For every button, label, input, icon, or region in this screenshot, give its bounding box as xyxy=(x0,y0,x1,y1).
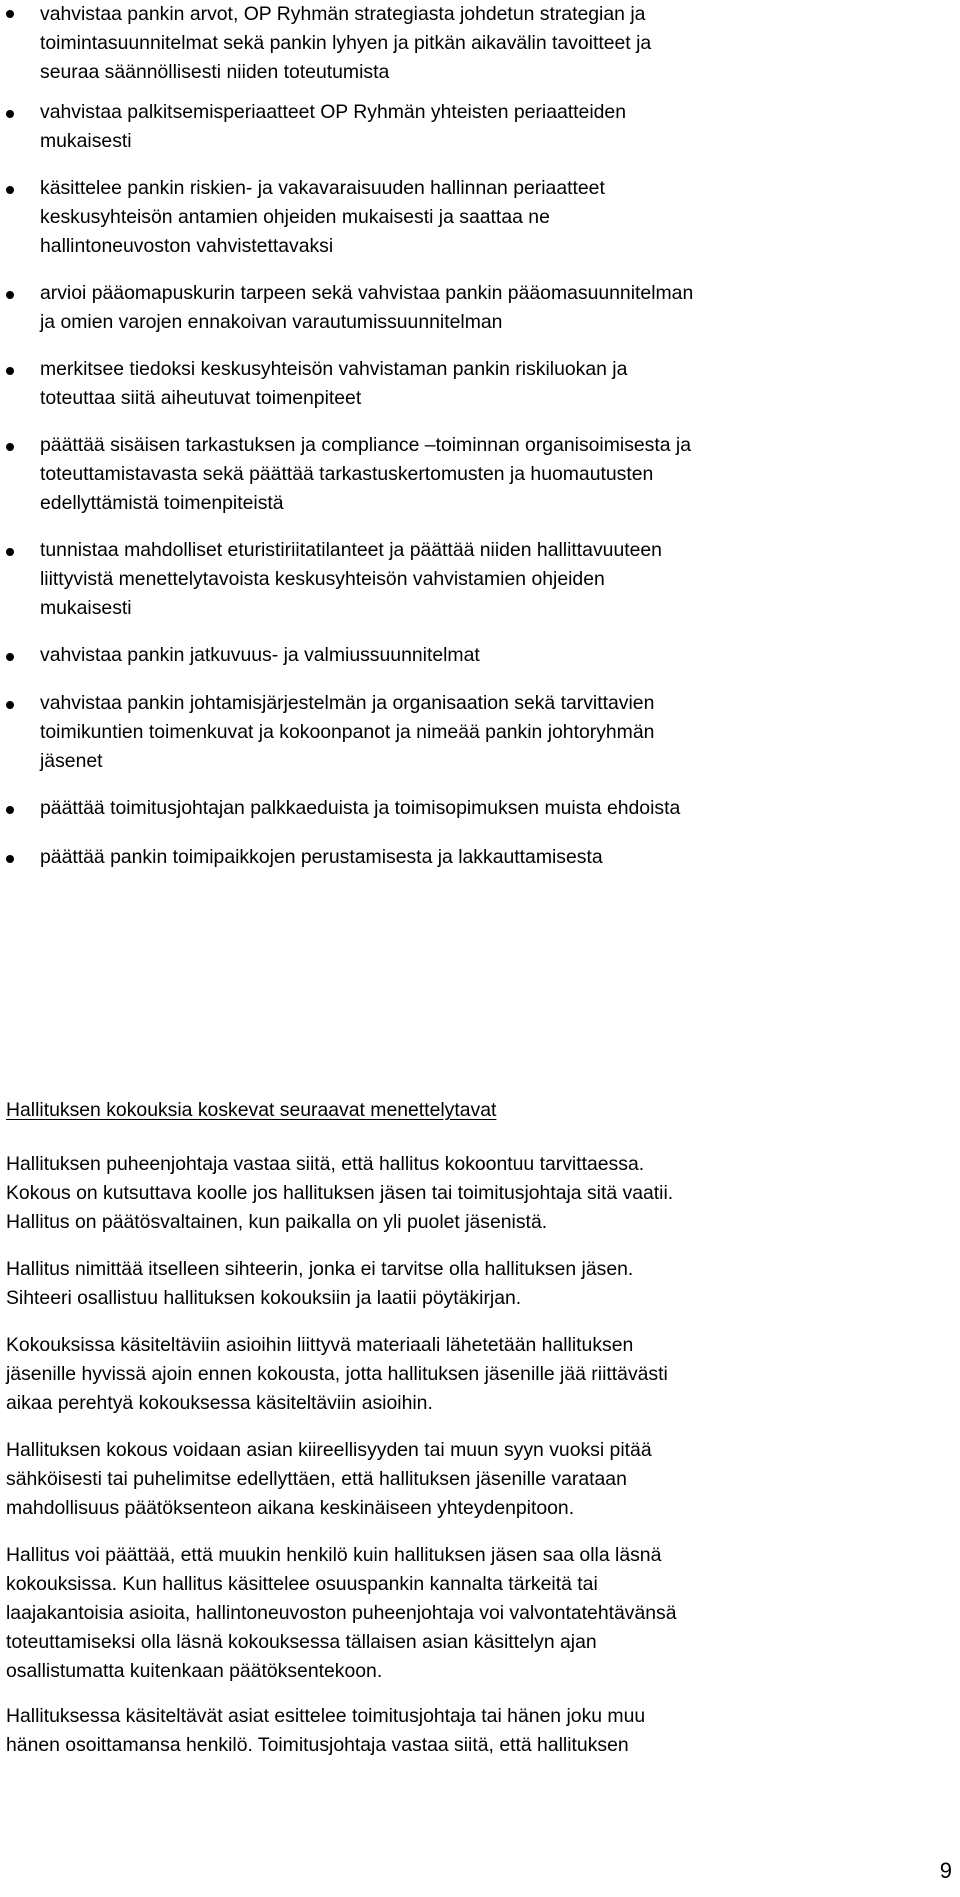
bullet-icon xyxy=(6,291,14,299)
paragraph: Hallitus nimittää itselleen sihteerin, jonka ei tarvitse olla hallituksen jäsen. Sihteeri osallistuu hallituksen kokouksiin ja laatii pöytäkirjan. xyxy=(6,1258,634,1309)
paragraph: Hallituksessa käsiteltävät asiat esittelee toimitusjohtaja tai hänen joku muu hänen osoittamansa henkilö. Toimitusjohtaja vastaa siitä, että hallituksen xyxy=(6,1705,646,1756)
bullet-icon xyxy=(6,367,14,375)
bullet-icon xyxy=(6,10,14,18)
list-item-text: merkitsee tiedoksi keskusyhteisön vahvistaman pankin riskiluokan ja toteuttaa siitä aiheutuvat toimenpiteet xyxy=(40,358,628,409)
bullet-icon xyxy=(6,855,14,863)
bullet-icon xyxy=(6,701,14,709)
list-item-text: vahvistaa palkitsemisperiaatteet OP Ryhmän yhteisten periaatteiden mukaisesti xyxy=(40,101,626,152)
bullet-icon xyxy=(6,806,14,814)
bullet-icon xyxy=(6,548,14,556)
list-item-text: vahvistaa pankin johtamisjärjestelmän ja organisaation sekä tarvittavien toimikuntien toimenkuvat ja kokoonpanot ja nimeää pankin johtoryhmän jäsenet xyxy=(40,692,655,772)
list-item-text: vahvistaa pankin arvot, OP Ryhmän strategiasta johdetun strategian ja toimintasuunnitelmat sekä pankin lyhyen ja pitkän aikavälin tavoitteet ja seuraa säännöllisesti niiden toteutumista xyxy=(40,3,652,83)
section-heading: Hallituksen kokouksia koskevat seuraavat menettelytavat xyxy=(6,1099,497,1121)
page-number: 9 xyxy=(939,1858,952,1883)
paragraph: Hallituksen kokous voidaan asian kiireellisyyden tai muun syyn vuoksi pitää sähköisesti tai puhelimitse edellyttäen, että hallituksen jäsenille varataan mahdollisuus päätöksenteon aikana keskinäiseen yhteydenpitoon. xyxy=(6,1439,652,1519)
list-item-text: päättää sisäisen tarkastuksen ja compliance –toiminnan organisoimisesta ja toteuttamistavasta sekä päättää tarkastuskertomusten ja huomautusten edellyttämistä toimenpiteistä xyxy=(40,434,692,514)
list-item-text: vahvistaa pankin jatkuvuus- ja valmiussuunnitelmat xyxy=(40,644,480,666)
paragraph: Hallitus voi päättää, että muukin henkilö kuin hallituksen jäsen saa olla läsnä kokouksissa. Kun hallitus käsittelee osuuspankin kannalta tärkeitä tai laajakantoisia asioita, hallintoneuvoston puheenjohtaja voi valvontatehtävänsä toteuttamiseksi olla läsnä kokouksessa tällaisen asian käsittelyn ajan osallistumatta kuitenkaan päätöksentekoon. xyxy=(6,1544,677,1682)
list-item-text: päättää toimitusjohtajan palkkaeduista ja toimisopimuksen muista ehdoista xyxy=(40,797,681,819)
list-item-text: arvioi pääomapuskurin tarpeen sekä vahvistaa pankin pääomasuunnitelman ja omien varojen ennakoivan varautumissuunnitelman xyxy=(40,282,694,333)
bullet-icon xyxy=(6,443,14,451)
bullet-icon xyxy=(6,186,14,194)
list-item-text: käsittelee pankin riskien- ja vakavaraisuuden hallinnan periaatteet keskusyhteisön antamien ohjeiden mukaisesti ja saattaa ne hallintoneuvoston vahvistettavaksi xyxy=(40,177,605,257)
list-item-text: päättää pankin toimipaikkojen perustamisesta ja lakkauttamisesta xyxy=(40,846,603,868)
paragraph: Kokouksissa käsiteltäviin asioihin liittyvä materiaali lähetetään hallituksen jäsenille hyvissä ajoin ennen kokousta, jotta hallituksen jäsenille jää riittävästi aikaa perehtyä kokouksessa käsiteltäviin asioihin. xyxy=(6,1334,668,1414)
bullet-icon xyxy=(6,110,14,118)
bullet-icon xyxy=(6,653,14,661)
list-item-text: tunnistaa mahdolliset eturistiriitatilanteet ja päättää niiden hallittavuuteen liittyvistä menettelytavoista keskusyhteisön vahvistamien ohjeiden mukaisesti xyxy=(40,539,662,619)
paragraph: Hallituksen puheenjohtaja vastaa siitä, että hallitus kokoontuu tarvittaessa. Kokous on kutsuttava koolle jos hallituksen jäsen tai toimitusjohtaja sitä vaatii. Hallitus on päätösvaltainen, kun paikalla on yli puolet jäsenistä. xyxy=(6,1153,674,1233)
